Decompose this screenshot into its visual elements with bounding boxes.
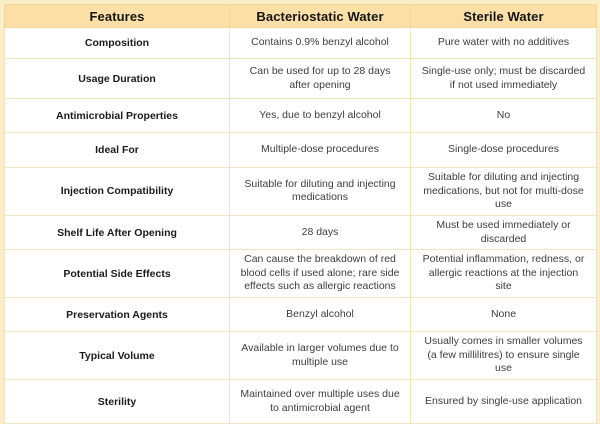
table-row [5, 298, 597, 332]
table-row [5, 168, 597, 216]
feature-label-cell: Usage Duration [5, 59, 230, 99]
sterile-water-value-cell: Suitable for diluting and injecting medications, but not for multi-dose use [411, 168, 597, 216]
bacteriostatic-water-value-cell: Available in larger volumes due to multiple use [230, 332, 411, 380]
column-header-bacteriostatic-water: Bacteriostatic Water [230, 5, 411, 28]
table-row [5, 250, 597, 298]
feature-label-cell: Antimicrobial Properties [5, 99, 230, 133]
table-row [5, 380, 597, 424]
feature-label-cell: Shelf Life After Opening [5, 215, 230, 249]
bacteriostatic-water-value-cell: Benzyl alcohol [230, 298, 411, 332]
feature-label-cell: Sterility [5, 380, 230, 424]
table-row [5, 59, 597, 99]
bacteriostatic-water-value-cell: Yes, due to benzyl alcohol [230, 99, 411, 133]
feature-label-cell: Preservation Agents [5, 298, 230, 332]
feature-label-cell: Typical Volume [5, 332, 230, 380]
bacteriostatic-water-value-cell: Multiple-dose procedures [230, 133, 411, 168]
feature-label-cell: Composition [5, 28, 230, 59]
sterile-water-value-cell: Potential inflammation, redness, or allergic reactions at the injection site [411, 250, 597, 298]
feature-label-cell: Potential Side Effects [5, 250, 230, 298]
bacteriostatic-water-value-cell: Contains 0.9% benzyl alcohol [230, 28, 411, 59]
bacteriostatic-water-value-cell: Suitable for diluting and injecting medications [230, 168, 411, 216]
table-row [5, 99, 597, 133]
sterile-water-value-cell: No [411, 99, 597, 133]
table-body [5, 28, 597, 424]
header-row [5, 5, 597, 28]
bacteriostatic-water-value-cell: Maintained over multiple uses due to antimicrobial agent [230, 380, 411, 424]
sterile-water-value-cell: None [411, 298, 597, 332]
column-header-sterile-water: Sterile Water [411, 5, 597, 28]
table-row [5, 28, 597, 59]
feature-label-cell: Ideal For [5, 133, 230, 168]
water-comparison-table [4, 4, 597, 424]
bacteriostatic-water-value-cell: Can cause the breakdown of red blood cells if used alone; rare side effects such as allergic reactions [230, 250, 411, 298]
column-header-features: Features [5, 5, 230, 28]
bacteriostatic-water-value-cell: 28 days [230, 215, 411, 249]
sterile-water-value-cell: Single-use only; must be discarded if not used immediately [411, 59, 597, 99]
sterile-water-value-cell: Pure water with no additives [411, 28, 597, 59]
bacteriostatic-water-value-cell: Can be used for up to 28 days after opening [230, 59, 411, 99]
table-row [5, 332, 597, 380]
feature-label-cell: Injection Compatibility [5, 168, 230, 216]
sterile-water-value-cell: Usually comes in smaller volumes (a few millilitres) to ensure single use [411, 332, 597, 380]
table-row [5, 215, 597, 249]
sterile-water-value-cell: Ensured by single-use application [411, 380, 597, 424]
sterile-water-value-cell: Must be used immediately or discarded [411, 215, 597, 249]
sterile-water-value-cell: Single-dose procedures [411, 133, 597, 168]
table-row [5, 133, 597, 168]
